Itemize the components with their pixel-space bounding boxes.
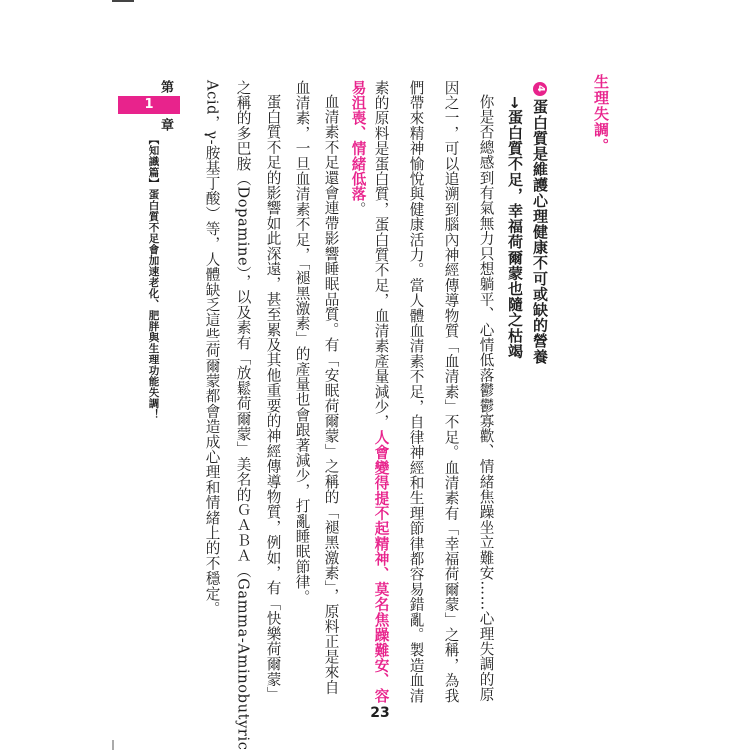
chapter-tab [118,96,180,114]
body-text: 。 [349,201,367,217]
running-title: 【知識篇】蛋白質不足會加速老化、肥胖與生理功能失調！ [147,134,160,420]
chapter-number: 1 [144,97,154,112]
section-title-text: 蛋白質是維護心理健康不可或缺的營養 [531,99,549,365]
body-column [350,80,365,217]
body-column: 血清素不足還會連帶影響睡眠品質。有「安眠荷爾蒙」之稱的「褪黑激素」，原料正是來自 [322,94,340,695]
section-subtitle: →蛋白質不足，幸福荷爾蒙也隨之枯竭 [506,96,524,359]
body-column: Acid，γ-胺基丁酸）等，人體缺乏這些荷爾蒙都會造成心理和情緒上的不穩定。 [203,80,221,617]
highlight-text: 人會變得提不起精神、莫名焦躁難安、容 [372,429,390,704]
highlight-text: 易沮喪、情緒低落 [349,80,367,202]
crop-mark [112,740,114,750]
chapter-label-top: 第 [158,80,173,93]
chapter-label-bottom: 章 [158,118,173,131]
crop-mark [112,0,134,2]
section-number-badge: 4 [533,82,547,96]
body-column: 之稱的多巴胺（Dopamine），以及素有「放鬆荷爾蒙」美名的ＧＡＢＡ（Gamma-Aminobutyric [234,80,252,751]
page-number: 23 [370,705,390,721]
continued-heading: 生理失調。 [592,74,610,154]
body-column: 們帶來精神愉悅與健康活力。當人體血清素不足，自律神經和生理節律都容易錯亂。製造血清 [407,80,425,704]
body-text: 素的原料是蛋白質，蛋白質不足，血清素產量減少， [372,80,390,430]
body-column: 血清素，一旦血清素不足，「褪黑激素」的產量也會跟著減少，打亂睡眠節律。 [293,80,311,605]
body-column [373,80,388,703]
body-column: 蛋白質不足的影響如此深遠，甚至累及其他重要的神經傳導物質，例如，有「快樂荷爾蒙」 [264,94,282,702]
body-column: 因之一，可以追溯到腦內神經傳導物質「血清素」不足。血清素有「幸福荷爾蒙」之稱，為我 [442,80,460,704]
section-title [532,82,547,364]
body-column: 你是否總感到有氣無力只想躺平、心情低落鬱鬱寡歡、情緒焦躁坐立難安……心理失調的原 [477,94,495,702]
